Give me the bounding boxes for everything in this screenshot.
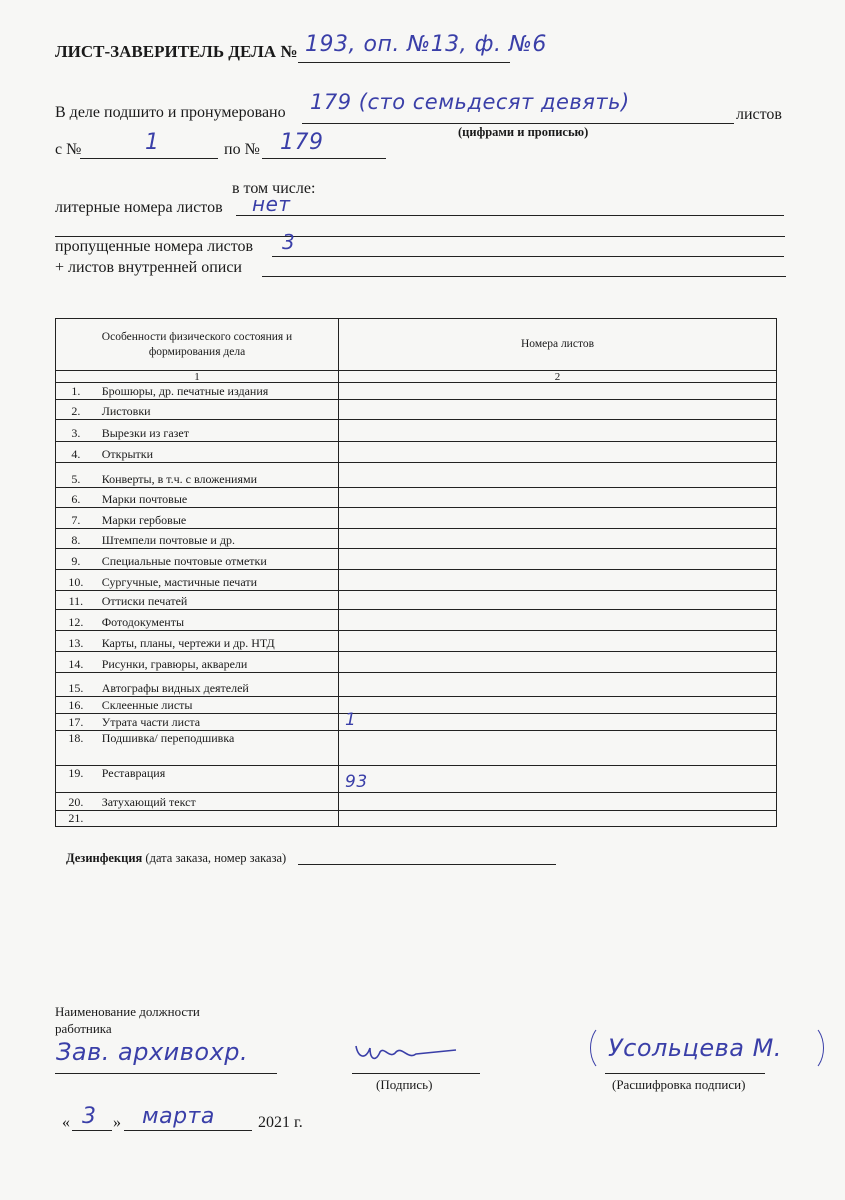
letter-numbers-handwritten: нет (252, 192, 291, 216)
table-row: 15. Автографы видных деятелей (56, 673, 777, 697)
date-close-quote: » (113, 1114, 121, 1131)
range-to-label: по № (224, 141, 260, 158)
table-row: 3. Вырезки из газет (56, 420, 777, 442)
position-handwritten: Зав. архивохр. (56, 1038, 249, 1066)
date-open-quote: « (62, 1114, 70, 1131)
table-row: 8. Штемпели почтовые и др. (56, 529, 777, 549)
table-header-features: Особенности физического состояния и формирования дела (56, 319, 339, 371)
physical-state-table (55, 318, 777, 827)
inventory-label: + листов внутренней описи (55, 259, 242, 276)
table-row: 17. Утрата части листа 1 (56, 714, 777, 731)
table-row: 19. Реставрация 93 (56, 766, 777, 793)
stitched-prefix: В деле подшито и пронумеровано (55, 104, 286, 121)
table-row: 11. Оттиски печатей (56, 591, 777, 610)
position-label (55, 1003, 200, 1037)
range-from-label: с № (55, 141, 82, 158)
stitched-line (302, 123, 734, 124)
letter-numbers-label: литерные номера листов (55, 199, 223, 216)
table-row: 2. Листовки (56, 400, 777, 420)
disinfection-label-bold: Дезинфекция (66, 851, 143, 865)
date-day-line (72, 1130, 112, 1131)
table-row: 21. (56, 811, 777, 827)
table-row: 12. Фотодокументы (56, 610, 777, 631)
table-row: 13. Карты, планы, чертежи и др. НТД (56, 631, 777, 652)
table-row: 20. Затухающий текст (56, 793, 777, 811)
decoding-handwritten: Усольцева М. (608, 1034, 782, 1062)
position-label-line1: Наименование должности (55, 1004, 200, 1019)
decoding-line (605, 1073, 765, 1074)
table-row: 1. Брошюры, др. печатные издания (56, 383, 777, 400)
stitched-count-handwritten: 179 (сто семьдесят девять) (310, 90, 630, 114)
disinfection-line (298, 864, 556, 865)
case-number-handwritten: 193, оп. №13, ф. №6 (305, 32, 547, 57)
date-year: 2021 г. (258, 1114, 303, 1131)
blank-line (55, 236, 785, 237)
date-month-handwritten: марта (142, 1104, 215, 1129)
column-number-1: 1 (56, 371, 339, 383)
range-to-handwritten: 179 (280, 130, 324, 155)
inventory-line (262, 276, 786, 277)
range-from-handwritten: 1 (145, 130, 160, 155)
column-number-2: 2 (339, 371, 777, 383)
signature-caption: (Подпись) (376, 1077, 433, 1092)
including-label: в том числе: (232, 180, 316, 197)
table-row: 9. Специальные почтовые отметки (56, 549, 777, 570)
range-from-line (80, 158, 218, 159)
disinfection-label-rest: (дата заказа, номер заказа) (145, 851, 287, 865)
form-title: ЛИСТ-ЗАВЕРИТЕЛЬ ДЕЛА № (55, 42, 298, 61)
decoding-caption: (Расшифровка подписи) (612, 1077, 746, 1092)
date-day-handwritten: 3 (82, 1104, 97, 1129)
signature-line (352, 1073, 480, 1074)
table-row: 18. Подшивка/ переподшивка (56, 731, 777, 766)
date-month-line (124, 1130, 252, 1131)
case-number-line (298, 62, 510, 63)
table-row: 14. Рисунки, гравюры, акварели (56, 652, 777, 673)
stitched-caption: (цифрами и прописью) (458, 125, 589, 139)
stitched-suffix: листов (736, 106, 782, 123)
position-line (55, 1073, 277, 1074)
range-to-line (262, 158, 386, 159)
signature-mark (352, 1038, 462, 1070)
table-row: 4. Открытки (56, 442, 777, 463)
table-row: 5. Конверты, в т.ч. с вложениями (56, 463, 777, 488)
missing-numbers-label: пропущенные номера листов (55, 238, 254, 255)
missing-numbers-line (272, 256, 784, 257)
letter-numbers-line (236, 215, 784, 216)
table-header-sheet-numbers: Номера листов (339, 319, 777, 371)
table-row: 6. Марки почтовые (56, 488, 777, 508)
table-row: 7. Марки гербовые (56, 508, 777, 529)
table-row: 10. Сургучные, мастичные печати (56, 570, 777, 591)
table-row: 16. Склеенные листы (56, 697, 777, 714)
position-label-line2: работника (55, 1021, 112, 1036)
missing-numbers-handwritten: 3 (282, 230, 296, 254)
disinfection-label (66, 851, 286, 866)
